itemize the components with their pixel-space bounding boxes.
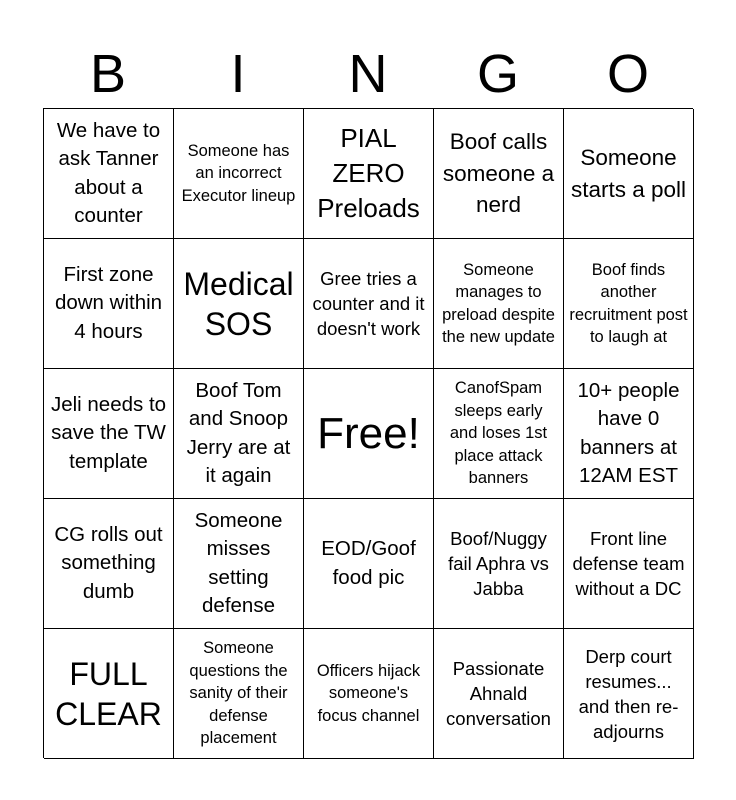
bingo-cell-text: Someone misses setting defense bbox=[194, 508, 283, 617]
header-letter-i: I bbox=[230, 44, 246, 104]
bingo-cell-r2-c2[interactable] bbox=[174, 239, 304, 369]
bingo-cell-text: Boof calls someone a nerd bbox=[442, 129, 555, 218]
bingo-cell-text: Derp court resumes... and then re-adjourns bbox=[578, 645, 679, 742]
bingo-cell-text: Boof Tom and Snoop Jerry are at it again bbox=[186, 378, 291, 487]
bingo-cell-text: Officers hijack someone's focus channel bbox=[316, 661, 421, 725]
bingo-cell-text: Jeli needs to save the TW template bbox=[50, 392, 167, 473]
bingo-cell-text: Gree tries a counter and it doesn't work bbox=[312, 268, 425, 339]
bingo-cell-text: Someone starts a poll bbox=[570, 145, 687, 202]
bingo-cell-r3-c2[interactable] bbox=[174, 369, 304, 499]
bingo-cell-r2-c5[interactable] bbox=[564, 239, 694, 369]
bingo-cell-r5-c2[interactable] bbox=[174, 629, 304, 759]
bingo-cell-text: Someone questions the sanity of their defense placement bbox=[189, 639, 288, 748]
bingo-cell-text: Front line defense team without a DC bbox=[572, 528, 685, 599]
bingo-cell-r5-c5[interactable] bbox=[564, 629, 694, 759]
bingo-cell-r5-c4[interactable] bbox=[434, 629, 564, 759]
bingo-cell-r5-c1[interactable] bbox=[44, 629, 174, 759]
bingo-cell-text: PIAL ZERO Preloads bbox=[317, 123, 420, 223]
bingo-cell-r4-c5[interactable] bbox=[564, 499, 694, 629]
bingo-cell-r1-c4[interactable] bbox=[434, 109, 564, 239]
bingo-cell-r4-c1[interactable] bbox=[44, 499, 174, 629]
bingo-cell-text: First zone down within 4 hours bbox=[54, 262, 163, 343]
bingo-cell-r1-c2[interactable] bbox=[174, 109, 304, 239]
bingo-grid bbox=[43, 108, 693, 758]
bingo-cell-free[interactable] bbox=[304, 369, 434, 499]
bingo-cell-text: CG rolls out something dumb bbox=[54, 522, 163, 603]
bingo-header bbox=[43, 40, 693, 108]
header-letter-n: N bbox=[348, 44, 388, 104]
header-letter-o: O bbox=[606, 44, 649, 104]
bingo-cell-r1-c5[interactable] bbox=[564, 109, 694, 239]
bingo-cell-text: CanofSpam sleeps early and loses 1st place attack banners bbox=[449, 379, 548, 488]
bingo-cell-text: FULL CLEAR bbox=[55, 655, 162, 732]
bingo-cell-r2-c1[interactable] bbox=[44, 239, 174, 369]
bingo-cell-text: Boof/Nuggy fail Aphra vs Jabba bbox=[448, 528, 549, 599]
bingo-cell-text: Someone has an incorrect Executor lineup bbox=[181, 141, 296, 205]
bingo-cell-text: 10+ people have 0 banners at 12AM EST bbox=[577, 378, 680, 487]
bingo-cell-text: Boof finds another recruitment post to laugh at bbox=[569, 260, 688, 346]
bingo-cell-text: We have to ask Tanner about a counter bbox=[56, 118, 161, 227]
bingo-cell-r3-c1[interactable] bbox=[44, 369, 174, 499]
bingo-cell-text: Passionate Ahnald conversation bbox=[446, 658, 551, 729]
bingo-cell-text: Medical SOS bbox=[183, 265, 294, 342]
header-letter-b: B bbox=[89, 44, 127, 104]
free-space-text: Free! bbox=[317, 408, 420, 458]
bingo-cell-r5-c3[interactable] bbox=[304, 629, 434, 759]
bingo-cell-r4-c2[interactable] bbox=[174, 499, 304, 629]
bingo-cell-r1-c1[interactable] bbox=[44, 109, 174, 239]
bingo-cell-r1-c3[interactable] bbox=[304, 109, 434, 239]
bingo-cell-r2-c3[interactable] bbox=[304, 239, 434, 369]
bingo-cell-r2-c4[interactable] bbox=[434, 239, 564, 369]
bingo-cell-r3-c4[interactable] bbox=[434, 369, 564, 499]
bingo-cell-r4-c4[interactable] bbox=[434, 499, 564, 629]
bingo-cell-text: EOD/Goof food pic bbox=[321, 537, 416, 589]
bingo-cell-r4-c3[interactable] bbox=[304, 499, 434, 629]
bingo-cell-text: Someone manages to preload despite the new update bbox=[442, 260, 555, 346]
bingo-cell-r3-c5[interactable] bbox=[564, 369, 694, 499]
header-letter-g: G bbox=[476, 44, 519, 104]
